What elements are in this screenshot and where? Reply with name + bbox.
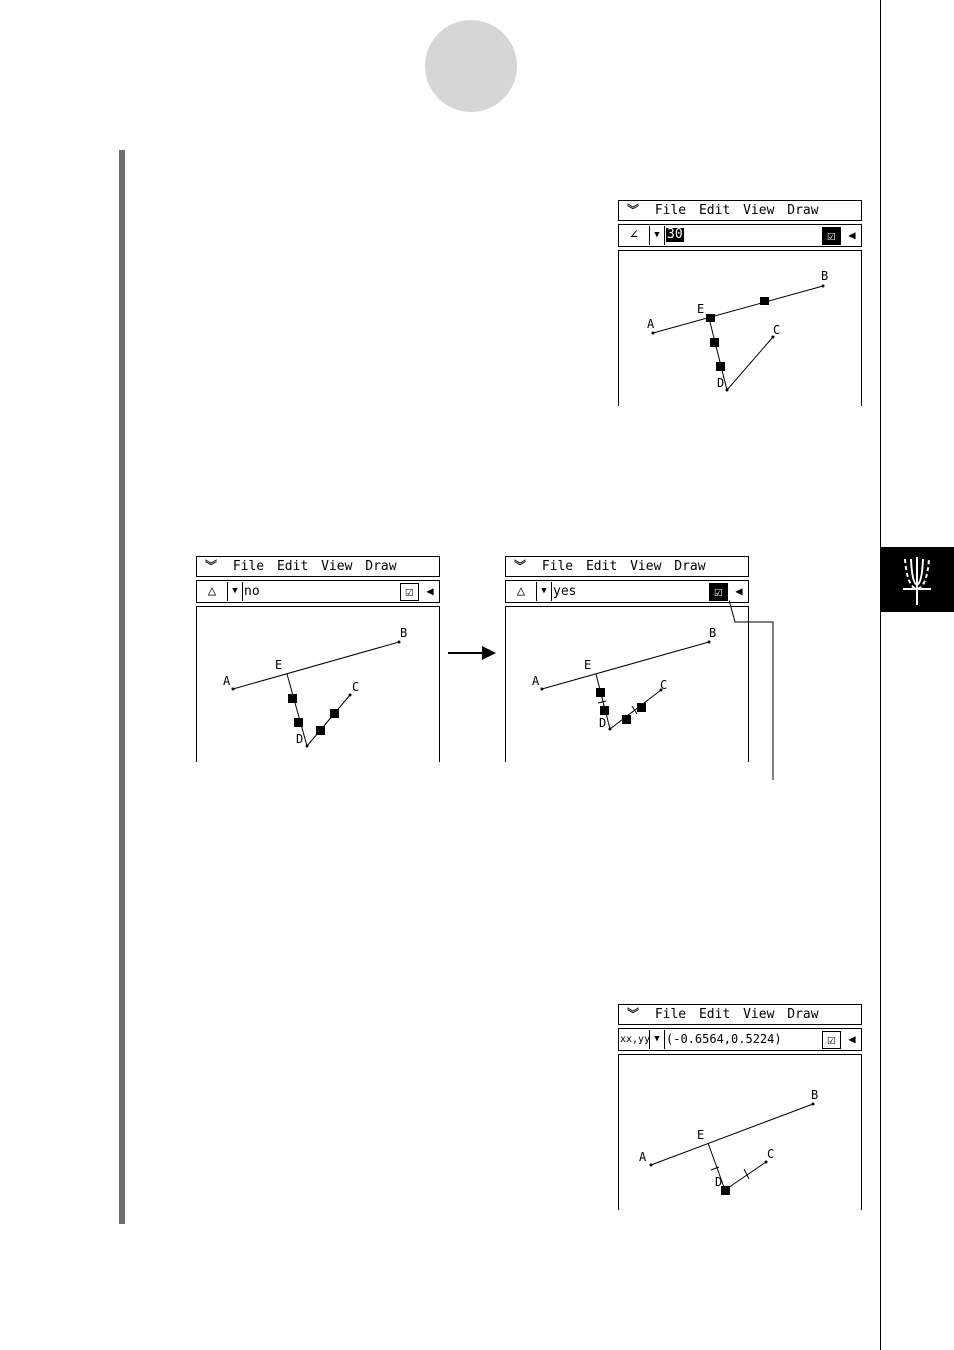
left-arrow-icon[interactable]: ◀ (848, 1032, 856, 1046)
menu-file[interactable]: File (232, 559, 265, 574)
point-label: E (697, 1128, 705, 1142)
menu-view[interactable]: View (321, 559, 353, 574)
point-label: B (821, 269, 829, 283)
menu-bar (505, 556, 749, 577)
point-label: A (223, 674, 231, 688)
geometry-canvas[interactable] (618, 250, 862, 406)
menu-chevron-icon[interactable]: ︾ (513, 559, 526, 573)
page-number-circle (425, 20, 517, 112)
point-label: D (599, 716, 607, 730)
menu-file[interactable]: File (541, 559, 574, 574)
measurement-toolbar (196, 580, 440, 603)
chapter-tab-icon (881, 547, 954, 612)
point-label: B (709, 626, 717, 640)
measurement-value[interactable]: (-0.6564,0.5224) (666, 1032, 782, 1046)
point-label: D (715, 1175, 723, 1189)
point-label: E (584, 658, 592, 672)
callout-line (729, 596, 779, 780)
menu-edit[interactable]: Edit (276, 559, 309, 574)
geometry-canvas[interactable] (505, 606, 749, 762)
chevron-down-icon[interactable]: ▼ (227, 582, 243, 601)
point-label: D (296, 732, 304, 746)
measurement-value[interactable]: yes (553, 584, 577, 599)
coordinates-icon[interactable]: xx,yy (620, 1034, 651, 1045)
left-arrow-icon[interactable]: ◀ (426, 584, 434, 598)
menu-chevron-icon[interactable]: ︾ (204, 559, 217, 573)
measurement-value[interactable]: no (244, 584, 260, 599)
chevron-down-icon[interactable]: ▼ (649, 1030, 665, 1049)
chevron-down-icon[interactable]: ▼ (536, 582, 552, 601)
checkbox-icon[interactable]: ☑ (822, 1031, 841, 1049)
menu-chevron-icon[interactable]: ︾ (626, 203, 639, 217)
point-label: E (275, 658, 283, 672)
measurement-toolbar (505, 580, 749, 603)
point-label: C (767, 1147, 775, 1161)
point-label: A (639, 1150, 647, 1164)
menu-file[interactable]: File (654, 1007, 687, 1022)
section-bar (119, 150, 125, 1224)
margin-rule (880, 0, 881, 1350)
triangle-icon[interactable]: △ (516, 583, 526, 599)
menu-view[interactable]: View (743, 1007, 775, 1022)
geometry-canvas[interactable] (618, 1054, 862, 1210)
menu-view[interactable]: View (630, 559, 662, 574)
point-label: A (532, 674, 540, 688)
point-label: E (697, 302, 705, 316)
point-label: C (660, 678, 668, 692)
menu-draw[interactable]: Draw (787, 203, 819, 218)
point-label: B (811, 1088, 819, 1102)
measurement-toolbar (618, 224, 862, 247)
arrow-right-icon (448, 644, 498, 662)
menu-draw[interactable]: Draw (365, 559, 397, 574)
checkbox-icon[interactable]: ☑ (822, 227, 841, 245)
left-arrow-icon[interactable]: ◀ (735, 584, 743, 598)
menu-view[interactable]: View (743, 203, 775, 218)
menu-file[interactable]: File (654, 203, 687, 218)
menu-bar (196, 556, 440, 577)
point-label: D (717, 376, 725, 390)
menu-edit[interactable]: Edit (698, 1007, 731, 1022)
menu-bar (618, 200, 862, 221)
angle-icon[interactable]: ∠ (629, 227, 639, 243)
point-label: B (400, 626, 408, 640)
geometry-canvas[interactable] (196, 606, 440, 762)
menu-edit[interactable]: Edit (585, 559, 618, 574)
triangle-icon[interactable]: △ (207, 583, 217, 599)
point-label: A (647, 317, 655, 331)
chevron-down-icon[interactable]: ▼ (649, 226, 665, 245)
menu-draw[interactable]: Draw (787, 1007, 819, 1022)
checkbox-icon[interactable]: ☑ (400, 583, 419, 601)
menu-bar (618, 1004, 862, 1025)
menu-edit[interactable]: Edit (698, 203, 731, 218)
measurement-toolbar (618, 1028, 862, 1051)
point-label: C (773, 323, 781, 337)
menu-draw[interactable]: Draw (674, 559, 706, 574)
measurement-value[interactable]: 30 (667, 227, 683, 242)
point-label: C (352, 680, 360, 694)
checkbox-icon[interactable]: ☑ (709, 583, 728, 601)
left-arrow-icon[interactable]: ◀ (848, 228, 856, 242)
menu-chevron-icon[interactable]: ︾ (626, 1007, 639, 1021)
